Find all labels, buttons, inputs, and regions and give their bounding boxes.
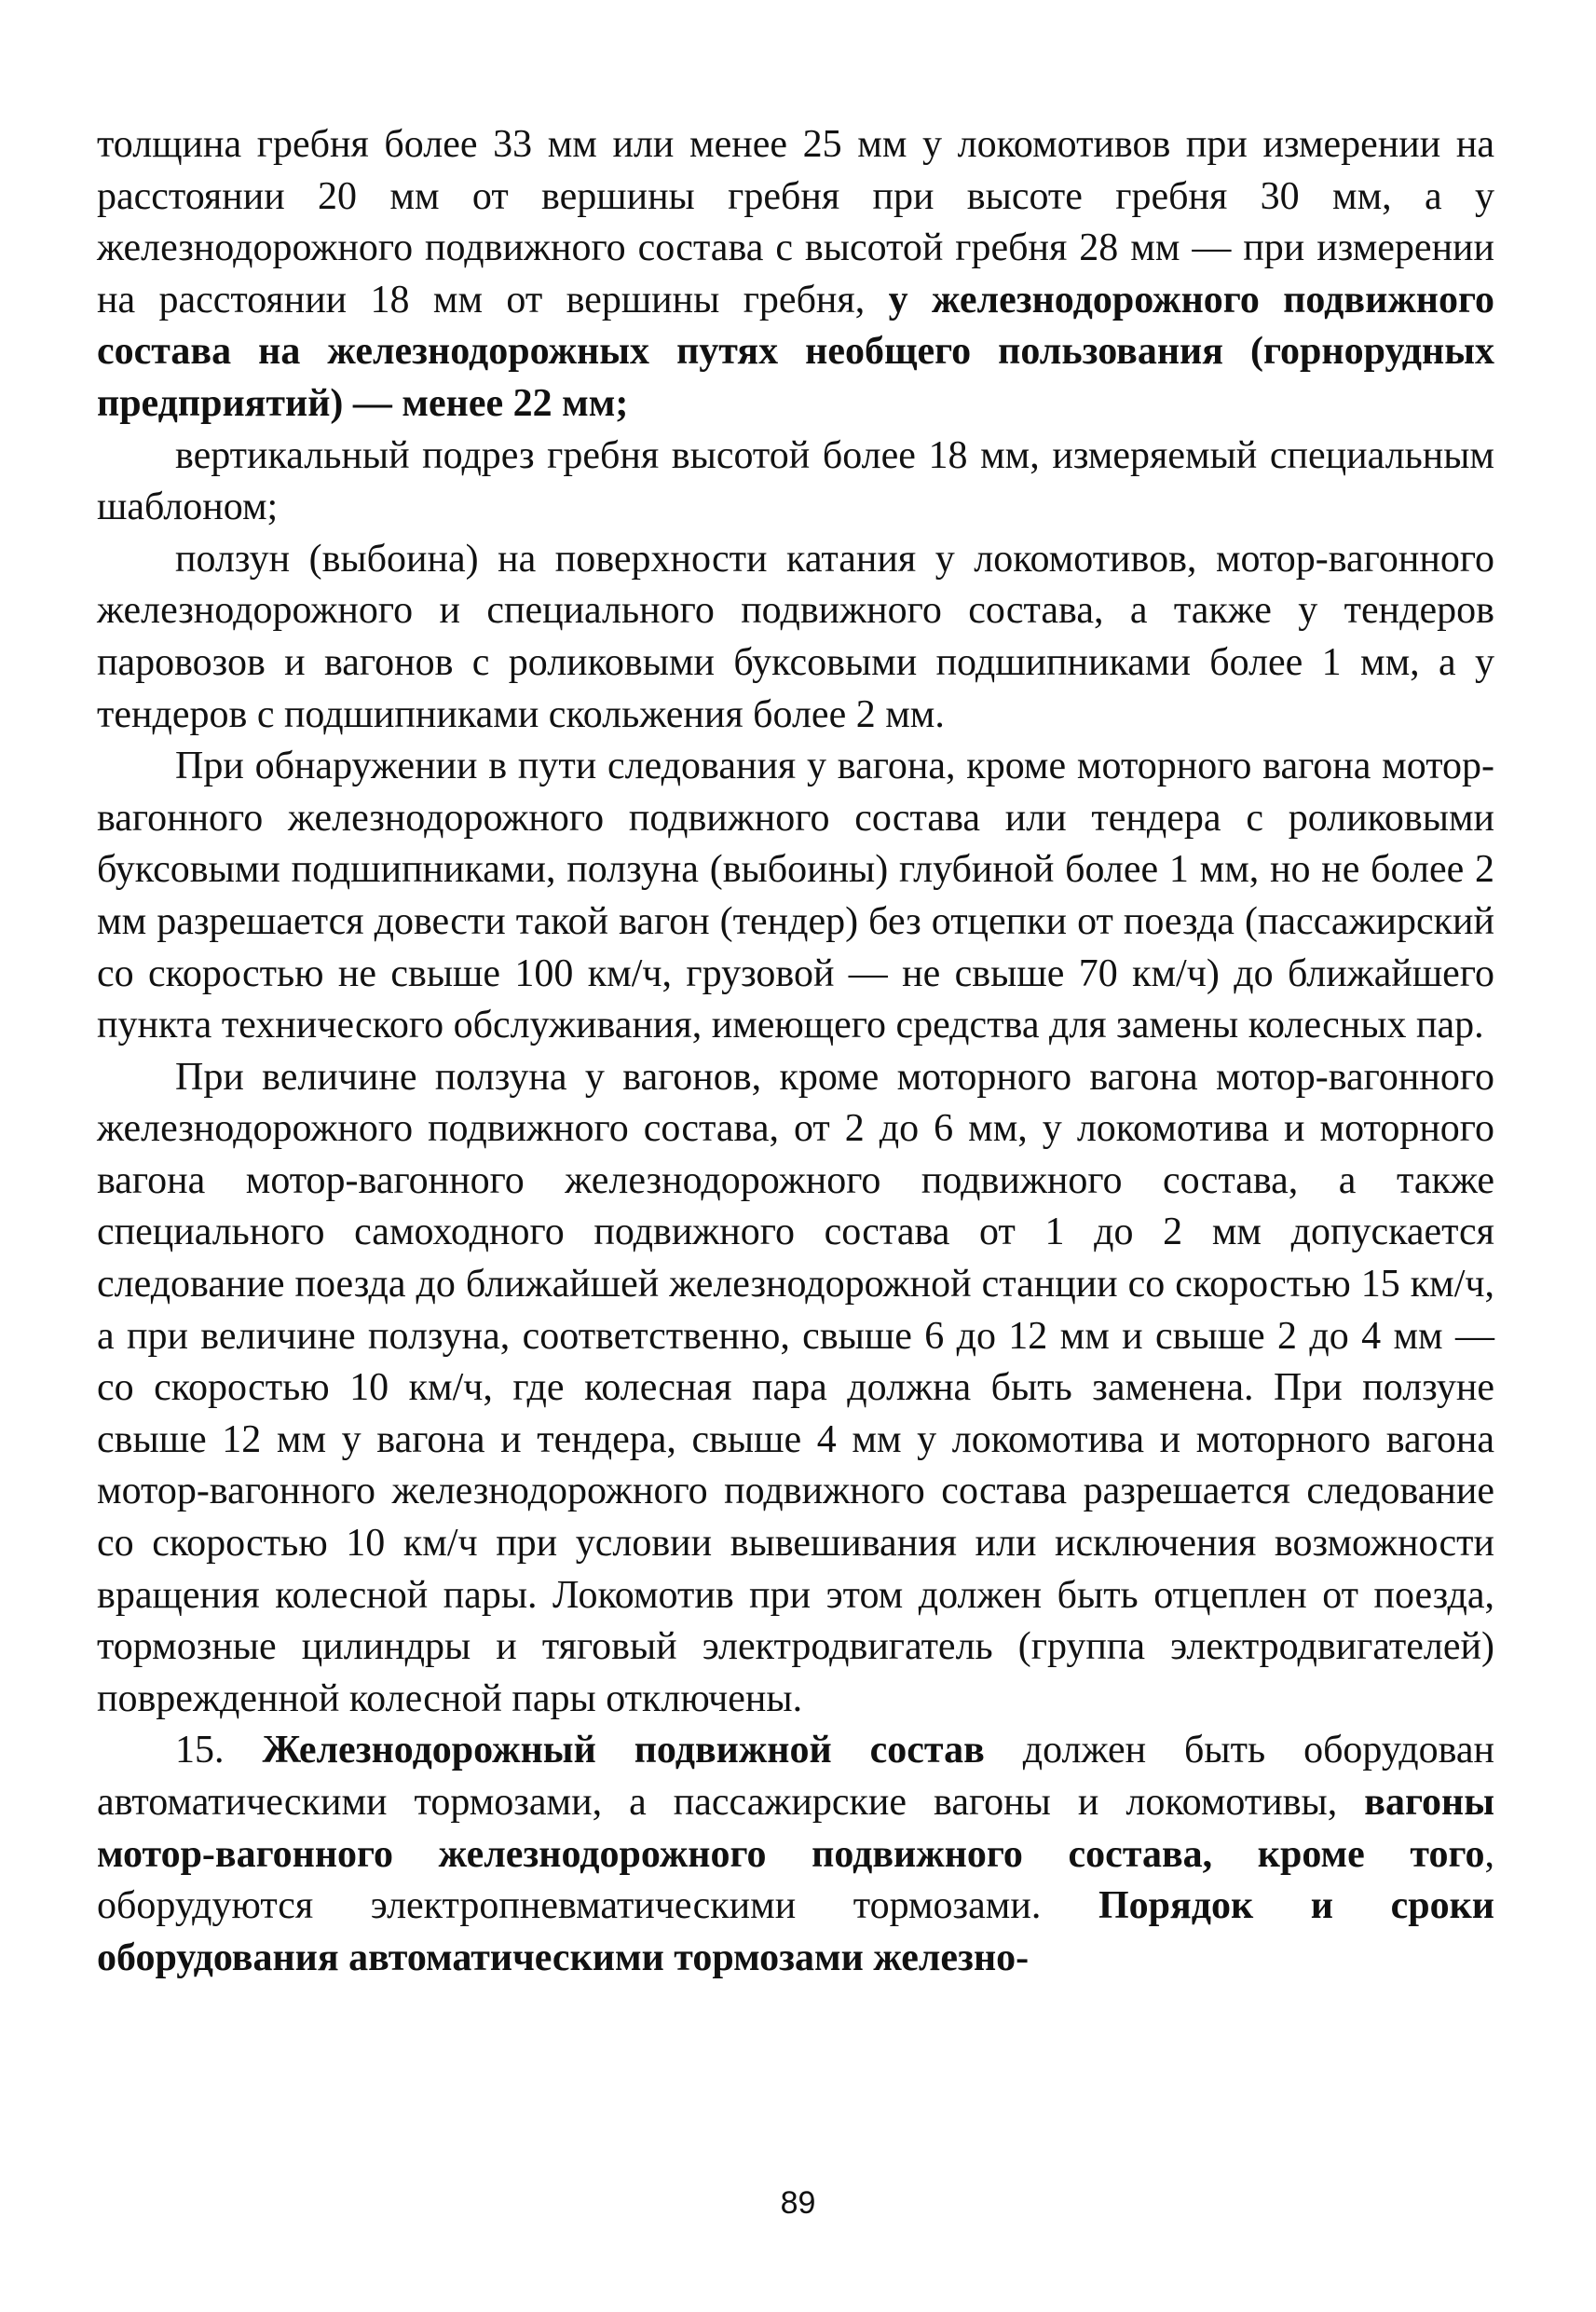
paragraph-vertical-undercut: [97, 431, 1494, 534]
paragraph-detection-en-route: [97, 741, 1494, 1052]
paragraph-flange-thickness: [97, 119, 1494, 431]
text-segment: толщина гребня более 33 мм или менее 25 мм у локомотивов при измерении на расстоянии 20 мм от вершины гребня при высоте гребня 30 мм, а у железнодорожного подвижного состава с высотой гребня 28 мм — при измерении на расстоянии 18 мм от вершины гребня,: [97, 123, 1494, 321]
text-segment: ползун (выбоина) на поверхности катания у локомотивов, мотор-вагонного железнодорожного и специального подвижного состава, а также у тендеров паровозов и вагонов с роликовыми буксовыми подшипниками более 1 мм, а у тендеров с подшипниками скольжения более 2 мм.: [97, 537, 1494, 736]
text-segment: , оборудуются электропневматическими тормозами.: [97, 1832, 1494, 1928]
text-segment: 15.: [175, 1729, 263, 1772]
text-segment: вертикальный подрез гребня высотой более 18 мм, измеряемый специальным шаблоном;: [97, 433, 1494, 529]
text-segment: При обнаружении в пути следования у вагона, кроме моторного вагона мотор-вагонного железнодорожного подвижного состава или тендера с роликовыми буксовыми подшипниками, ползуна (выбоины) глубиной более 1 мм, но не более 2 мм разрешается довести такой вагон (тендер) без отцепки от поезда (пассажирский со скоростью не свыше 100 км/ч, грузовой — не свыше 70 км/ч) до ближайшего пункта технического обслуживания, имеющего средства для замены колесных пар.: [97, 745, 1494, 1047]
bold-text-segment: у железнодорожного подвижного состава на железнодорожных путях необщего пользования (горнорудных предприятий) — менее 22 мм;: [97, 278, 1494, 425]
document-body: [97, 119, 1494, 1984]
text-segment: должен быть оборудован автоматическими тормозами, а пассажирские вагоны и локомотивы,: [97, 1729, 1494, 1824]
bold-text-segment: вагоны мотор-вагонного железнодорожного подвижного состава, кроме того: [97, 1781, 1494, 1876]
page-number: 89: [780, 2185, 816, 2221]
bold-text-segment: Порядок и сроки оборудования автоматическими тормозами железно-: [97, 1884, 1494, 1979]
paragraph-flat-size-speeds: [97, 1052, 1494, 1726]
text-segment: При величине ползуна у вагонов, кроме моторного вагона мотор-вагонного железнодорожного подвижного состава, от 2 до 6 мм, у локомотива и моторного вагона мотор-вагонного железнодорожного подвижного состава, а также специального самоходного подвижного состава от 1 до 2 мм допускается следование поезда до ближайшей железнодорожной станции со скоростью 15 км/ч, а при величине ползуна, соответственно, свыше 6 до 12 мм и свыше 2 до 4 мм — со скоростью 10 км/ч, где колесная пара должна быть заменена. При ползуне свыше 12 мм у вагона и тендера, свыше 4 мм у локомотива и моторного вагона мотор-вагонного железнодорожного подвижного состава разрешается следование со скоростью 10 км/ч при условии вывешивания или исключения возможности вращения колесной пары. Локомотив при этом должен быть отцеплен от поезда, тормозные цилиндры и тяговый электродвигатель (группа электродвигателей) поврежденной колесной пары отключены.: [97, 1055, 1494, 1720]
bold-text-segment: Железнодорожный подвижной состав: [262, 1729, 985, 1772]
paragraph-wheel-flat: [97, 534, 1494, 741]
paragraph-section-15-brakes: [97, 1725, 1494, 1984]
